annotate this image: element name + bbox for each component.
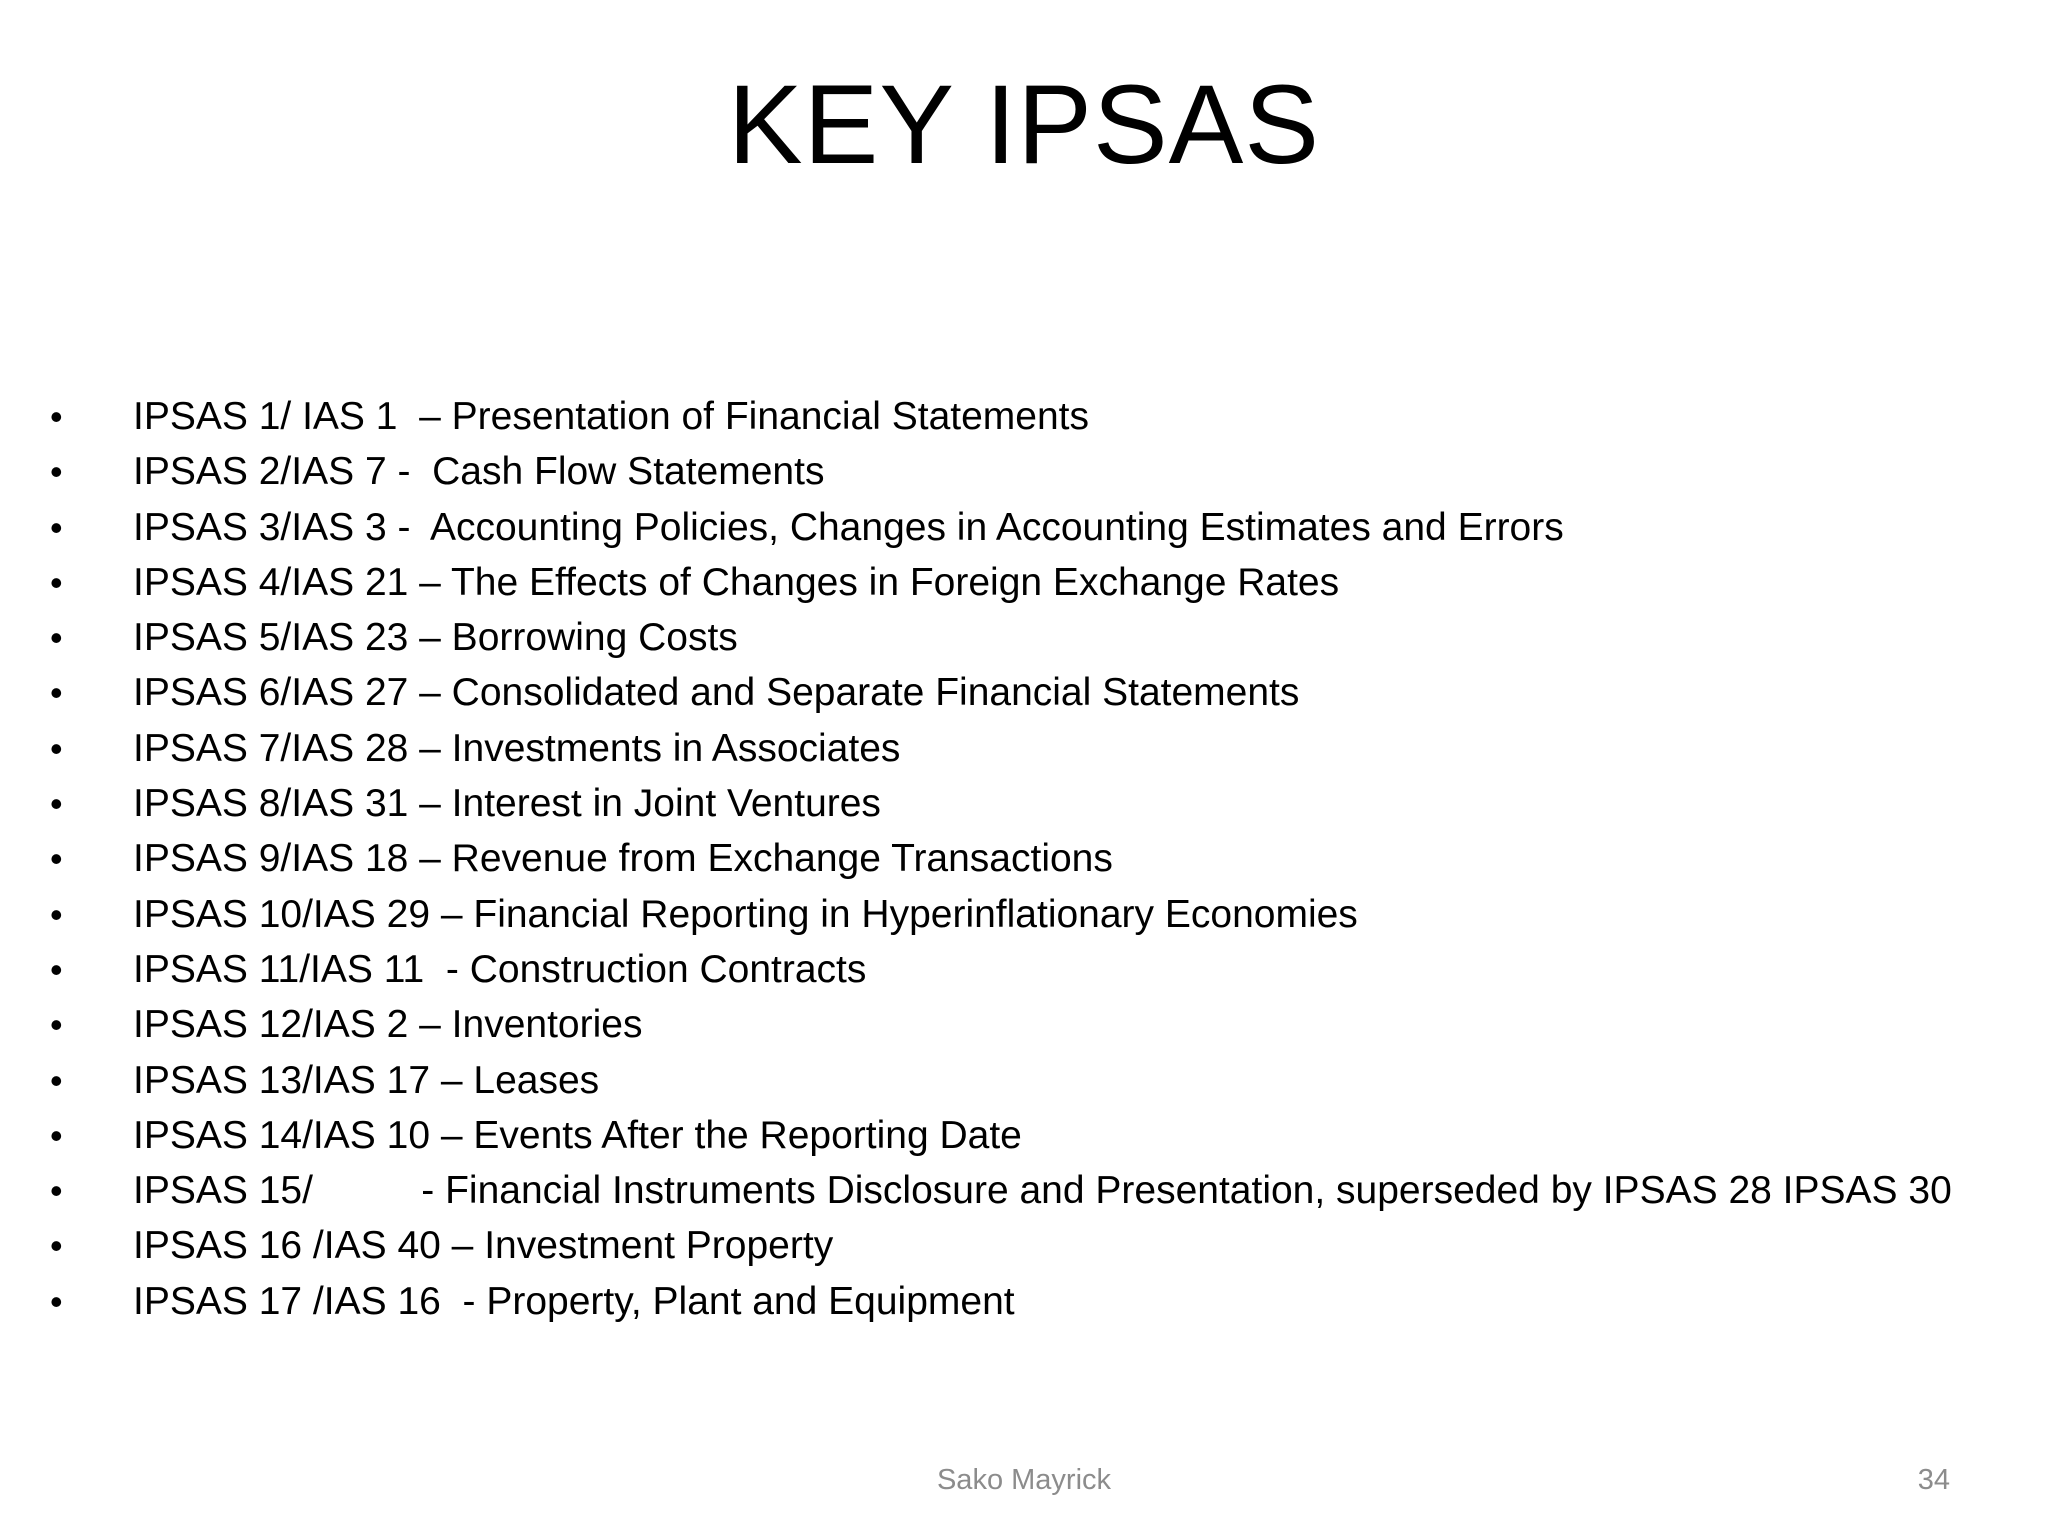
bullet-icon: • — [50, 561, 63, 603]
list-item-text: IPSAS 17 /IAS 16 - Property, Plant and Equipment — [133, 1279, 1015, 1323]
bullet-icon: • — [50, 1059, 63, 1101]
list-item — [50, 887, 2040, 942]
list-item-text: IPSAS 12/IAS 2 – Inventories — [133, 1003, 643, 1047]
list-item-text: IPSAS 1/ IAS 1 – Presentation of Financial Statements — [133, 395, 1090, 438]
list-item-text: IPSAS 6/IAS 27 – Consolidated and Separate Financial Statements — [133, 671, 1300, 715]
bullet-icon: • — [50, 1280, 63, 1322]
list-item — [50, 1053, 2040, 1108]
list-item — [50, 444, 2040, 499]
list-item — [50, 1163, 2040, 1218]
bullet-icon: • — [50, 838, 63, 880]
list-item-text: IPSAS 15/ - Financial Instruments Disclosure and Presentation, superseded by IPSAS 28 IPSAS 30 — [133, 1169, 1952, 1213]
bullet-icon: • — [50, 506, 63, 548]
list-item — [50, 997, 2040, 1052]
list-item-text: IPSAS 5/IAS 23 – Borrowing Costs — [133, 616, 738, 660]
list-item-text: IPSAS 4/IAS 21 – The Effects of Changes in Foreign Exchange Rates — [133, 560, 1340, 604]
list-item — [50, 555, 2040, 610]
slide-number: 34 — [1917, 1464, 1950, 1496]
list-item-text: IPSAS 3/IAS 3 - Accounting Policies, Changes in Accounting Estimates and Errors — [133, 505, 1564, 549]
list-item — [50, 1218, 2040, 1273]
list-item-text: IPSAS 10/IAS 29 – Financial Reporting in Hyperinflationary Economies — [133, 892, 1358, 936]
list-item-text: IPSAS 11/IAS 11 - Construction Contracts — [133, 947, 867, 991]
list-item — [50, 610, 2040, 665]
bullet-icon: • — [50, 451, 63, 493]
list-item-text: IPSAS 7/IAS 28 – Investments in Associates — [133, 726, 901, 770]
list-item-text: IPSAS 16 /IAS 40 – Investment Property — [133, 1224, 834, 1268]
list-item-text: IPSAS 9/IAS 18 – Revenue from Exchange Transactions — [133, 837, 1113, 881]
list-item-text: IPSAS 13/IAS 17 – Leases — [133, 1058, 600, 1102]
bullet-icon: • — [50, 617, 63, 659]
footer-author: Sako Mayrick — [936, 1464, 1112, 1496]
list-item — [50, 389, 2040, 444]
list-item — [50, 721, 2040, 776]
list-item — [50, 500, 2040, 555]
list-item — [50, 831, 2040, 886]
bullet-icon: • — [50, 893, 63, 935]
list-item — [50, 665, 2040, 720]
bullet-icon: • — [50, 1114, 63, 1156]
bullet-icon: • — [50, 1004, 63, 1046]
bullet-icon: • — [50, 727, 63, 769]
bullet-icon: • — [50, 783, 63, 825]
list-item — [50, 942, 2040, 997]
bullet-icon: • — [50, 948, 63, 990]
list-item-text: IPSAS 8/IAS 31 – Interest in Joint Ventures — [133, 782, 881, 826]
bullet-list — [50, 389, 2040, 1329]
bullet-icon: • — [50, 672, 63, 714]
list-item-text: IPSAS 2/IAS 7 - Cash Flow Statements — [133, 450, 825, 494]
slide-title: KEY IPSAS — [727, 62, 1321, 187]
list-item-text: IPSAS 14/IAS 10 – Events After the Reporting Date — [133, 1113, 1022, 1157]
list-item — [50, 1274, 2040, 1329]
bullet-icon: • — [50, 1225, 63, 1267]
list-item — [50, 776, 2040, 831]
bullet-icon: • — [50, 1170, 63, 1212]
bullet-icon: • — [50, 396, 63, 437]
list-item — [50, 1108, 2040, 1163]
